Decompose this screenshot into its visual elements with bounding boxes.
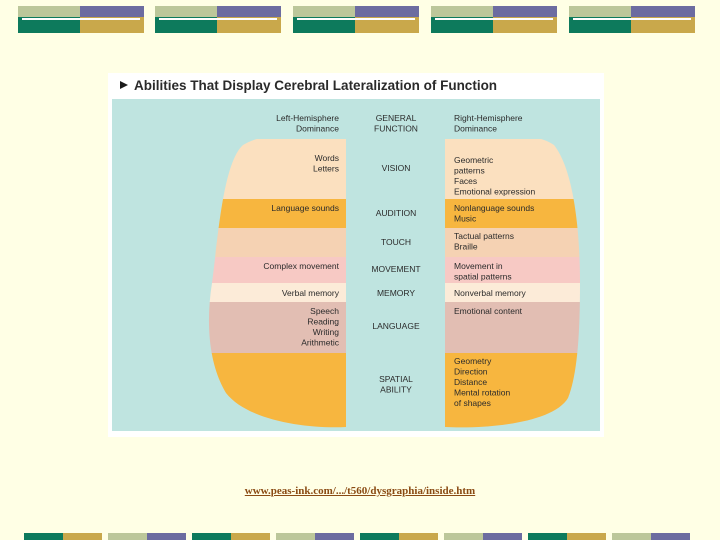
left-ability-label: Speech: [310, 306, 339, 316]
top-deco-tile: [18, 6, 144, 33]
bottom-deco-tile: [360, 533, 438, 540]
right-ability-label: Emotional content: [454, 306, 523, 316]
function-label: ABILITY: [380, 384, 412, 395]
left-ability-label: Writing: [312, 327, 339, 337]
left-ability-label: Verbal memory: [281, 288, 339, 298]
right-ability-label: Geometric: [454, 155, 494, 165]
title-arrow-icon: [120, 81, 128, 89]
top-deco-tile: [155, 6, 281, 33]
bottom-deco-tile: [528, 533, 606, 540]
right-ability-label: Faces: [454, 176, 478, 186]
bottom-deco-tile: [108, 533, 186, 540]
left-ability-label: Complex movement: [263, 261, 339, 271]
right-ability-label: Direction: [454, 366, 488, 377]
source-link[interactable]: www.peas-ink.com/.../t560/dysgraphia/inside.htm: [244, 485, 476, 497]
function-band: [198, 228, 348, 257]
left-ability-label: Reading: [307, 316, 339, 327]
right-ability-label: Tactual patterns: [454, 231, 515, 241]
left-header: Left-Hemisphere: [276, 113, 339, 123]
lateralization-figure: [108, 73, 604, 437]
left-ability-label: Arithmetic: [301, 337, 339, 348]
right-header: Dominance: [454, 123, 497, 134]
bottom-deco-tile: [24, 533, 102, 540]
bottom-deco-tile: [192, 533, 270, 540]
right-ability-label: Nonlanguage sounds: [454, 203, 535, 213]
left-ability-label: Language sounds: [271, 203, 339, 213]
right-ability-label: of shapes: [454, 398, 491, 408]
right-header: Right-Hemisphere: [454, 113, 523, 123]
function-label: SPATIAL: [379, 374, 413, 384]
function-label: LANGUAGE: [372, 321, 420, 331]
right-ability-label: Nonverbal memory: [454, 288, 526, 298]
function-label: MOVEMENT: [371, 264, 421, 274]
center-header: FUNCTION: [374, 123, 418, 134]
function-label: VISION: [381, 163, 411, 173]
right-ability-label: spatial patterns: [454, 271, 512, 282]
right-ability-label: Mental rotation: [454, 387, 511, 398]
right-ability-label: Emotional expression: [454, 186, 536, 197]
center-header: GENERAL: [375, 113, 417, 123]
bottom-deco-tile: [276, 533, 354, 540]
function-label: MEMORY: [376, 288, 416, 298]
figure-title: Abilities That Display Cerebral Lateralization of Function: [134, 78, 498, 93]
right-ability-label: Distance: [454, 377, 488, 387]
right-ability-label: Movement in: [454, 261, 503, 271]
right-ability-label: Braille: [454, 241, 478, 252]
right-ability-label: Music: [454, 213, 477, 224]
left-ability-label: Letters: [313, 163, 339, 174]
left-ability-label: Words: [314, 153, 339, 163]
bottom-deco-tile: [444, 533, 522, 540]
brain-diagram: [108, 73, 604, 437]
top-deco-tile: [431, 6, 557, 33]
top-deco-tile: [569, 6, 695, 33]
function-label: TOUCH: [380, 237, 412, 247]
right-ability-label: patterns: [454, 165, 485, 176]
bottom-deco-tile: [612, 533, 690, 540]
left-header: Dominance: [296, 123, 339, 134]
function-label: AUDITION: [375, 208, 417, 218]
top-deco-tile: [293, 6, 419, 33]
right-ability-label: Geometry: [454, 356, 492, 366]
